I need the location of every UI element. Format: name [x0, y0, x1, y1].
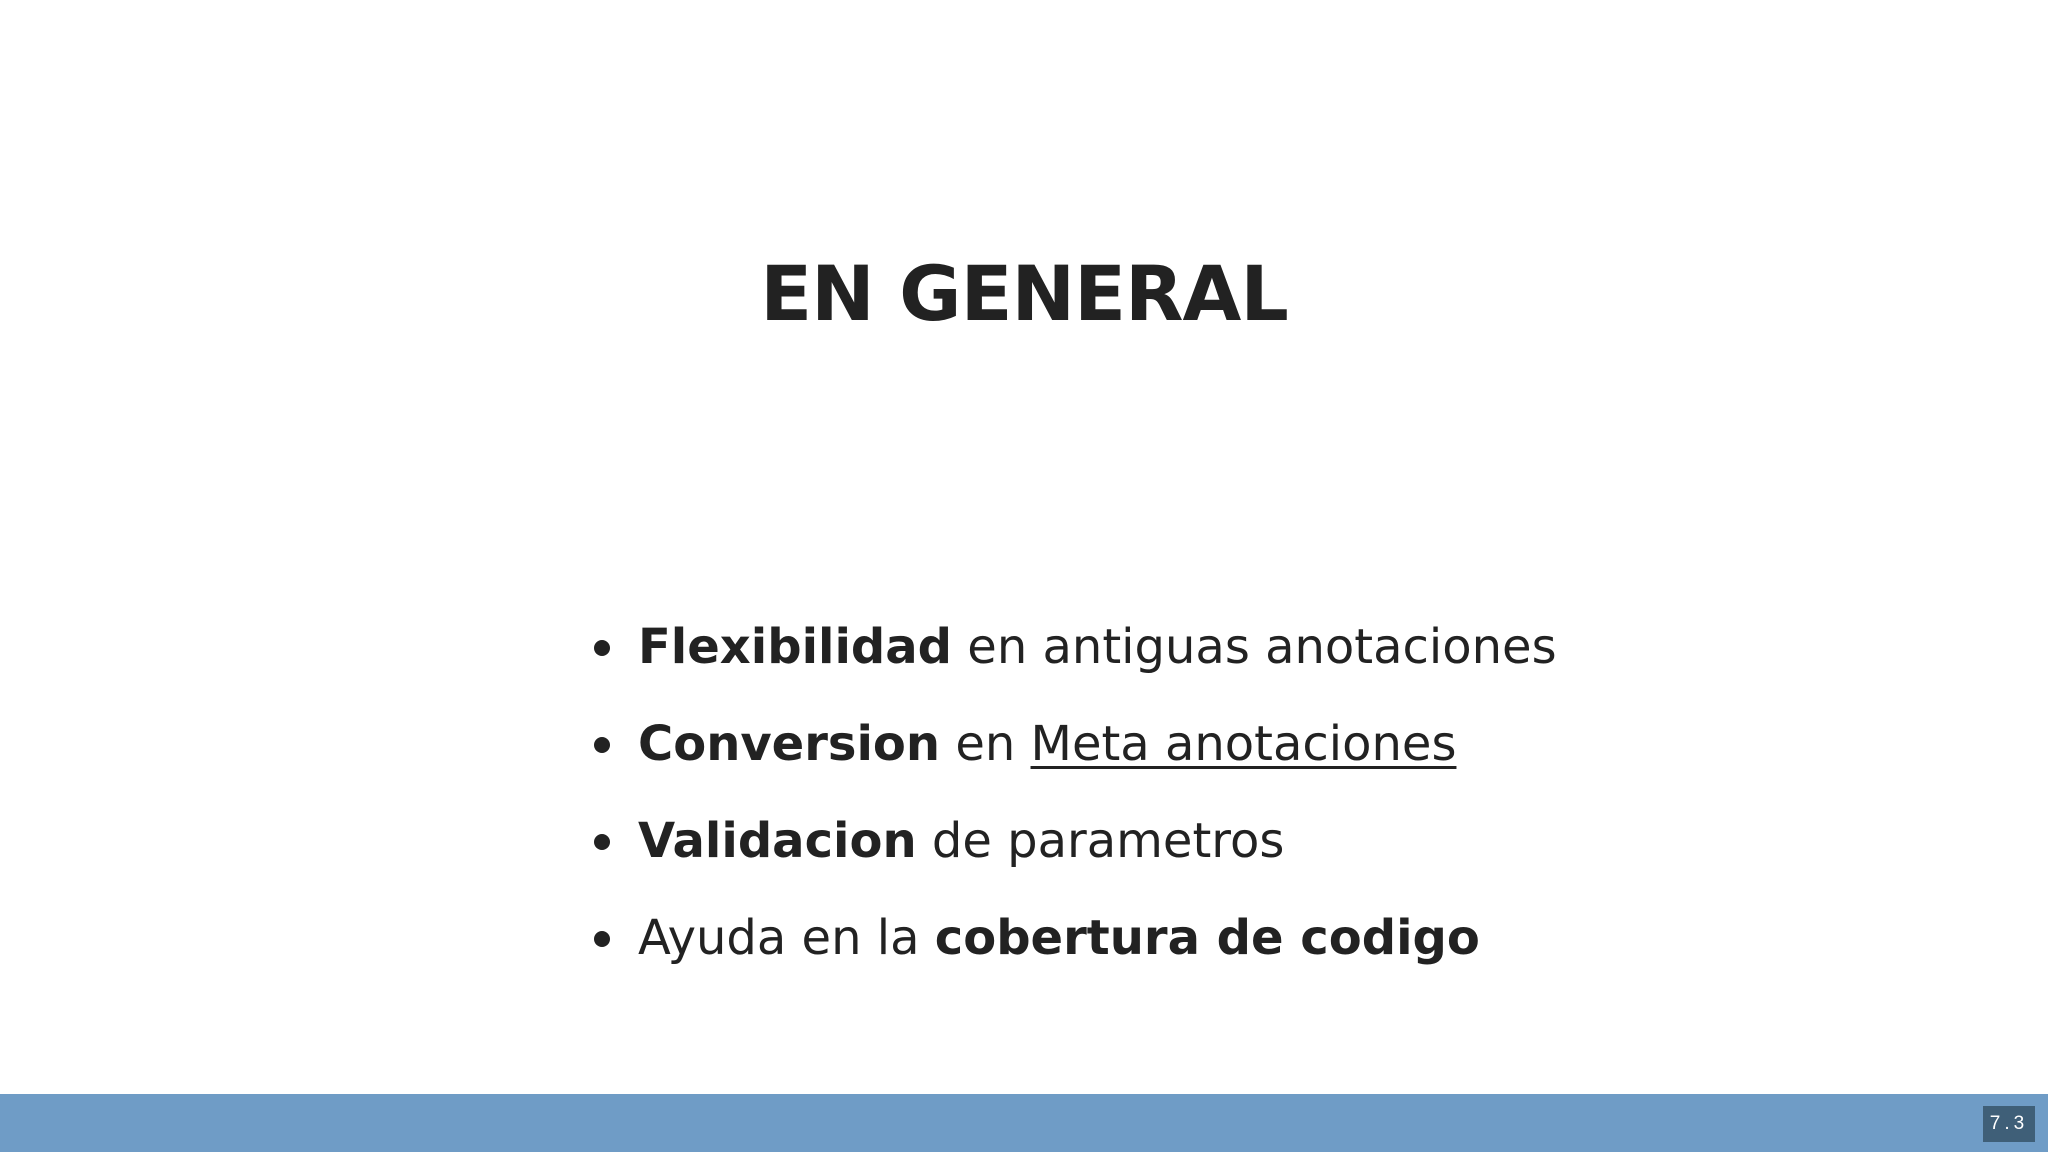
bullet-item-flexibilidad	[590, 612, 1557, 709]
bullet-item-validacion	[590, 806, 1557, 903]
bullet-bold-text: cobertura de codigo	[934, 910, 1480, 966]
bullet-dot-icon	[594, 931, 610, 947]
slide-title: EN GENERAL	[760, 249, 1288, 338]
slide-number: 7.3	[1983, 1106, 2035, 1142]
meta-anotaciones-link[interactable]: Meta anotaciones	[1030, 716, 1457, 772]
bullet-bold-text: Flexibilidad	[638, 619, 953, 675]
bullet-bold-text: Validacion	[638, 813, 917, 869]
bullet-dot-icon	[594, 737, 610, 753]
bullet-dot-icon	[594, 834, 610, 850]
bullet-item-ayuda	[590, 903, 1557, 1000]
bullet-text: de parametros	[916, 813, 1285, 869]
bullet-item-conversion	[590, 709, 1557, 806]
bullet-list	[590, 612, 1557, 1000]
bullet-dot-icon	[594, 640, 610, 656]
bullet-bold-text: Conversion	[638, 716, 941, 772]
footer-bar	[0, 1094, 2048, 1152]
bullet-text: Ayuda en la	[638, 910, 935, 966]
bullet-text: en antiguas anotaciones	[952, 619, 1557, 675]
bullet-text: en	[940, 716, 1031, 772]
